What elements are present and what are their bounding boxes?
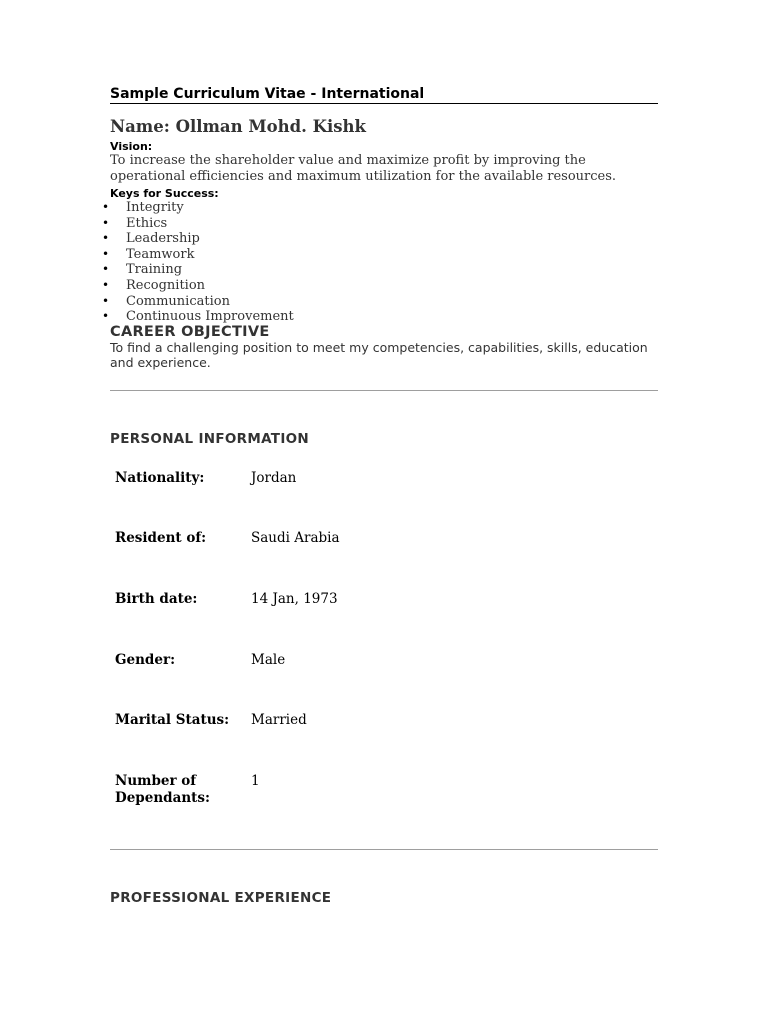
bullet-icon: • (102, 215, 110, 230)
info-value: 1 (251, 773, 260, 789)
info-value: Saudi Arabia (251, 530, 340, 546)
info-value: 14 Jan, 1973 (251, 591, 338, 607)
list-item-text: Recognition (126, 277, 206, 293)
info-label: Birth date: (115, 591, 198, 607)
info-value: Male (251, 652, 286, 668)
career-objective-heading: CAREER OBJECTIVE (110, 324, 270, 340)
career-objective-text: To find a challenging position to meet my competencies, capabilities, skills, education and experience. (110, 340, 648, 370)
bullet-icon: • (102, 277, 110, 292)
document-title: Sample Curriculum Vitae - International (110, 86, 658, 104)
info-label: Nationality: (115, 470, 205, 486)
keys-for-success-label: Keys for Success: (110, 187, 219, 200)
bullet-icon: • (102, 231, 110, 246)
section-divider (110, 390, 658, 391)
info-label: Number of Dependants: (115, 773, 210, 806)
list-item-text: Ethics (126, 215, 168, 231)
vision-text: To increase the shareholder value and maximize profit by improving the operational efficiencies and maximum utilization for the available resources. (110, 153, 617, 184)
professional-experience-heading: PROFESSIONAL EXPERIENCE (110, 890, 332, 906)
list-item (102, 262, 294, 278)
info-value: Jordan (251, 470, 297, 486)
list-item-text: Integrity (126, 200, 184, 215)
personal-information-heading: PERSONAL INFORMATION (110, 431, 310, 447)
list-item (102, 277, 294, 294)
list-item (102, 246, 294, 263)
bullet-icon: • (102, 200, 110, 214)
bullet-icon: • (102, 246, 110, 261)
bullet-icon: • (102, 293, 110, 308)
list-item-text: Training (126, 262, 183, 278)
list-item (102, 215, 294, 232)
keys-list (102, 200, 294, 325)
list-item-text: Continuous Improvement (126, 309, 294, 325)
list-item (102, 309, 294, 325)
vision-label: Vision: (110, 140, 153, 153)
section-divider (110, 849, 658, 850)
info-label: Resident of: (115, 530, 207, 546)
list-item-text: Leadership (126, 231, 200, 247)
list-item-text: Communication (126, 293, 230, 309)
info-label: Marital Status: (115, 712, 230, 728)
bullet-icon: • (102, 262, 110, 277)
bullet-icon: • (102, 309, 110, 324)
list-item (102, 200, 294, 216)
info-value: Married (251, 712, 307, 728)
list-item-text: Teamwork (126, 246, 195, 262)
info-label: Gender: (115, 652, 176, 668)
list-item (102, 231, 294, 247)
candidate-name: Name: Ollman Mohd. Kishk (110, 117, 366, 136)
list-item (102, 293, 294, 310)
